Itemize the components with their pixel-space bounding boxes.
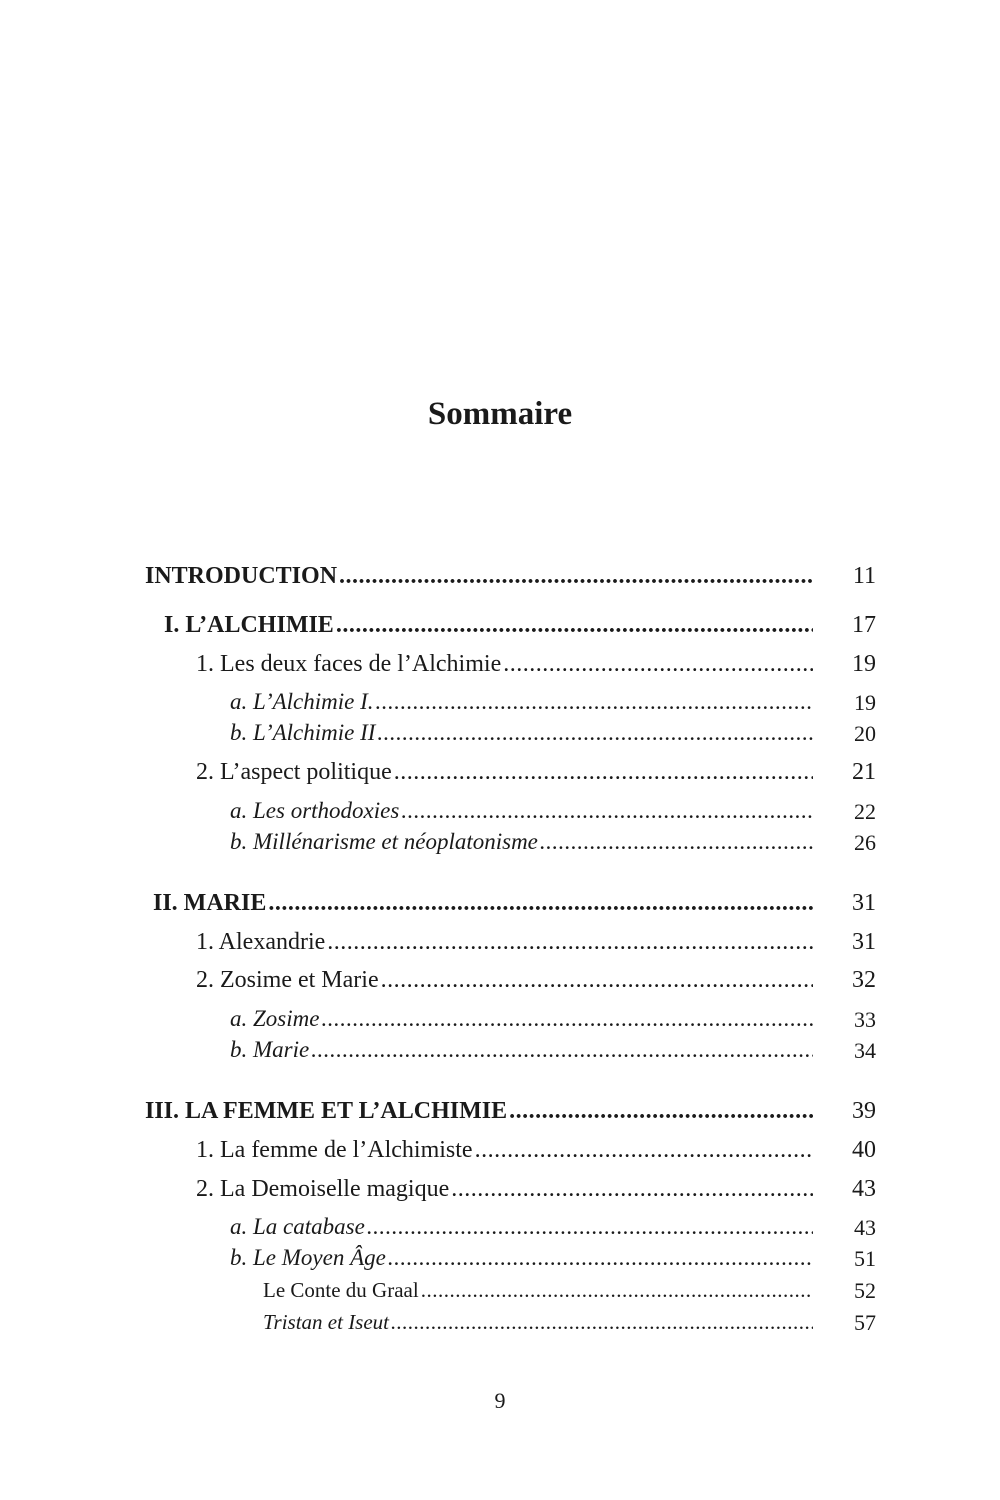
toc-page-number: 39 [852, 1098, 876, 1124]
toc-entry-label: b. Marie [230, 1037, 310, 1062]
toc-page-number: 19 [854, 690, 876, 715]
toc-entry-label: INTRODUCTION [145, 563, 338, 589]
toc-entry-part-3 [145, 1098, 813, 1125]
toc-entry-section [230, 1006, 813, 1032]
toc-entry-label: a. Zosime [230, 1006, 320, 1031]
toc-page-number: 11 [852, 563, 876, 589]
toc-entry-part-2 [153, 890, 813, 917]
leader-dots [509, 1098, 813, 1125]
leader-dots [311, 1037, 813, 1063]
toc-page-number: 21 [852, 759, 876, 785]
toc-entry-part-1 [164, 612, 813, 639]
toc-entry-label: I. L’ALCHIMIE [164, 612, 334, 638]
toc-entry-label: a. Les orthodoxies [230, 798, 400, 823]
toc-page-number: 57 [854, 1310, 876, 1335]
toc-entry-chapter [196, 759, 813, 786]
toc-page-number: 17 [852, 612, 876, 638]
toc-entry-section [230, 1245, 813, 1271]
toc-page-number: 33 [854, 1007, 876, 1032]
leader-dots [401, 798, 813, 824]
toc-entry-label: III. LA FEMME ET L’ALCHIMIE [145, 1098, 508, 1124]
toc-entry-label: 2. La Demoiselle magique [196, 1176, 450, 1202]
leader-dots [421, 1278, 813, 1303]
toc-page-number: 40 [852, 1137, 876, 1163]
toc-entry-chapter [196, 1137, 813, 1164]
toc-page-number: 52 [854, 1278, 876, 1303]
toc-page-number: 34 [854, 1038, 876, 1063]
toc-entry-chapter [196, 1176, 813, 1203]
leader-dots [339, 563, 813, 590]
leader-dots [321, 1006, 813, 1032]
leader-dots [391, 1310, 813, 1335]
leader-dots [394, 759, 813, 786]
toc-entry-chapter [196, 651, 813, 678]
toc-entry-chapter [196, 929, 813, 956]
leader-dots [377, 720, 813, 746]
toc-entry-label: 1. Alexandrie [196, 929, 326, 955]
toc-entry-section [230, 798, 813, 824]
leader-dots [327, 929, 813, 956]
toc-page-number: 51 [854, 1246, 876, 1271]
toc-entry-label: b. L’Alchimie II [230, 720, 376, 745]
leader-dots [451, 1176, 813, 1203]
leader-dots [503, 651, 813, 678]
toc-entry-section [230, 1214, 813, 1240]
leader-dots [540, 829, 813, 855]
toc-entry-label: 1. Les deux faces de l’Alchimie [196, 651, 502, 677]
leader-dots [388, 1245, 813, 1271]
toc-entry-label: a. L’Alchimie I. [230, 689, 374, 714]
toc-page-number: 22 [854, 799, 876, 824]
toc-entry-subsection [263, 1278, 813, 1303]
toc-page-number: 20 [854, 721, 876, 746]
toc-entry-label: 1. La femme de l’Alchimiste [196, 1137, 473, 1163]
toc-entry-label: II. MARIE [153, 890, 267, 916]
toc-page-number: 31 [852, 890, 876, 916]
leader-dots [336, 612, 813, 639]
toc-page-number: 43 [854, 1215, 876, 1240]
toc-entry-section [230, 829, 813, 855]
toc-entry-label: 2. Zosime et Marie [196, 967, 379, 993]
leader-dots [381, 967, 813, 994]
toc-entry-label: a. La catabase [230, 1214, 365, 1239]
leader-dots [376, 689, 813, 715]
toc-entry-introduction [145, 563, 813, 590]
leader-dots [367, 1214, 813, 1240]
toc-page-number: 32 [852, 967, 876, 993]
toc-entry-label: 2. L’aspect politique [196, 759, 392, 785]
toc-entry-label: Le Conte du Graal [263, 1278, 419, 1302]
toc-entry-section [230, 720, 813, 746]
toc-entry-label: b. Millénarisme et néoplatonisme [230, 829, 538, 854]
toc-entry-subsection [263, 1310, 813, 1335]
leader-dots [475, 1137, 813, 1164]
toc-entry-section [230, 689, 813, 715]
page-number-footer: 9 [494, 1388, 506, 1413]
toc-page-number: 43 [852, 1176, 876, 1202]
toc-entry-label: b. Le Moyen Âge [230, 1245, 386, 1270]
toc-page-number: 26 [854, 830, 876, 855]
leader-dots [268, 890, 813, 917]
toc-page-number: 31 [852, 929, 876, 955]
toc-entry-label: Tristan et Iseut [263, 1310, 390, 1334]
toc-entry-chapter [196, 967, 813, 994]
page-title: Sommaire [427, 396, 573, 432]
toc-entry-section [230, 1037, 813, 1063]
toc-page-number: 19 [852, 651, 876, 677]
